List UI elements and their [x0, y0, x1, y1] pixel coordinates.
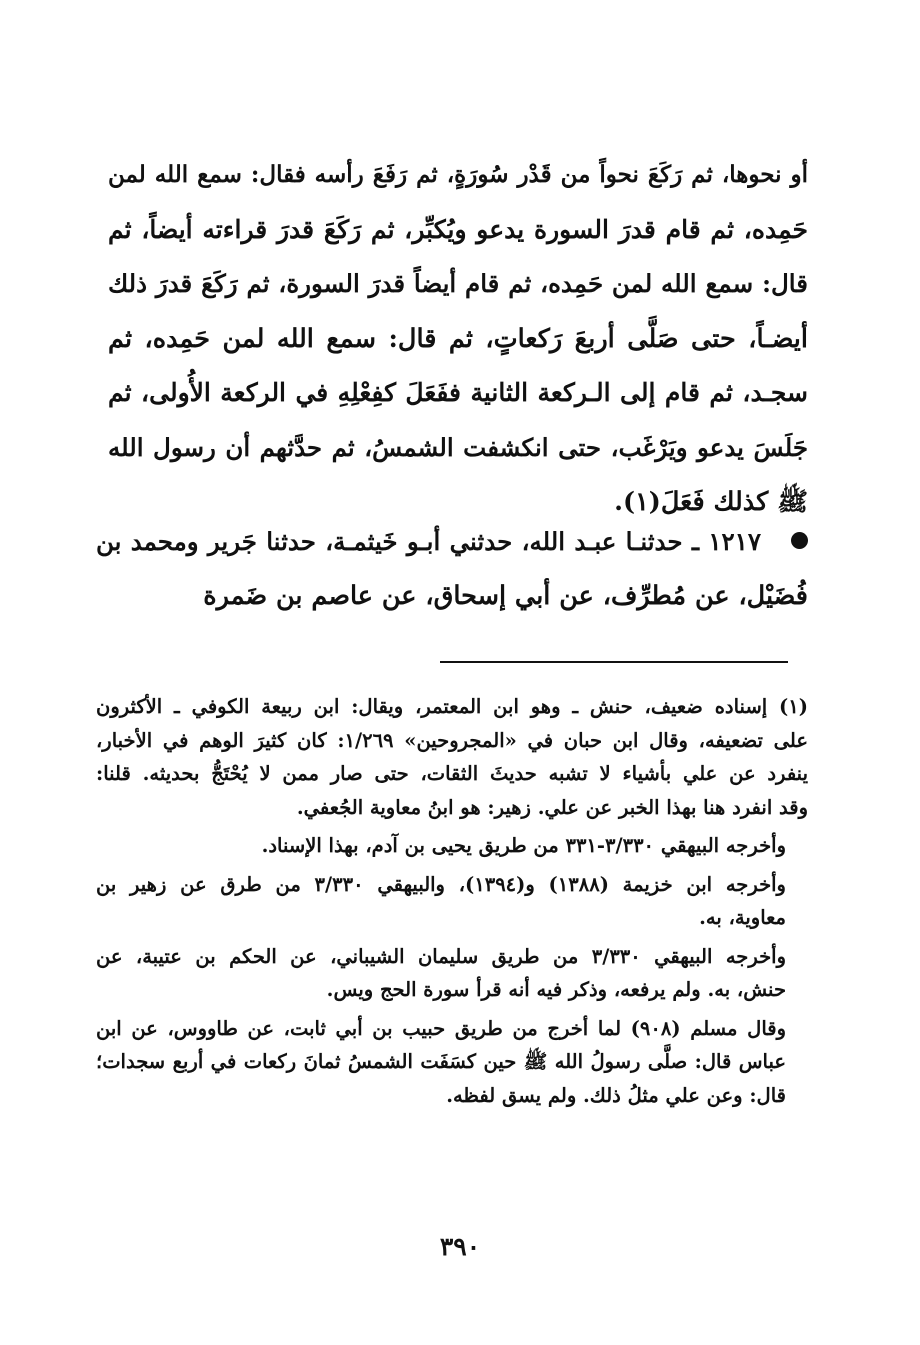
footnote-divider	[440, 661, 788, 663]
footnote-line: عباس قال: صلَّى رسولُ الله ﷺ حين كسَفَت الشمسُ ثمانَ ركعات في أربع سجدات؛	[96, 1050, 786, 1073]
footnote-paragraph	[96, 940, 808, 1007]
main-text-line: سجـد، ثم قام إلى الـركعة الثانية ففَعَلَ كفِعْلِهِ في الركعة الأُولى، ثم	[108, 378, 808, 407]
footnote-line: وقال مسلم (٩٠٨) لما أخرج من طريق حبيب بن أبي ثابت، عن طاووس، عن ابن	[96, 1016, 786, 1040]
main-text-line: أيضـاً، حتى صَلَّى أربعَ رَكعاتٍ، ثم قال: سمع الله لمن حَمِده، ثم	[108, 323, 808, 354]
hadith-line: فُضَيْل، عن مُطرِّف، عن أبي إسحاق، عن عاصم بن ضَمرة	[203, 581, 808, 611]
footnote-paragraph	[96, 829, 808, 863]
hadith-entry	[96, 515, 808, 623]
footnote-line: ينفرد عن علي بأشياء لا تشبه حديثَ الثقات، حتى صار ممن لا يُحْتَجُّ بحديثه. قلنا:	[96, 762, 808, 785]
footnote-line: وأخرجه ابن خزيمة (١٣٨٨) و(١٣٩٤)، والبيهقي ٣/٣٣٠ من طرق عن زهير بن	[96, 872, 786, 896]
hadith-line	[96, 515, 808, 569]
footnotes	[96, 690, 808, 1117]
bullet-icon	[791, 532, 808, 549]
main-text-line: جَلَسَ يدعو ويَرْغَب، حتى انكشفت الشمسُ، ثم حدَّثهم أن رسول الله	[108, 432, 808, 462]
main-text-line: حَمِده، ثم قام قدرَ السورة يدعو ويُكبِّر، ثم رَكَعَ قدرَ قراءته أيضاً، ثم	[108, 214, 808, 244]
footnote-line: معاوية، به.	[699, 906, 786, 929]
footnote-line: وأخرجه البيهقي ٣/٣٣٠-٣٣١ من طريق يحيى بن آدم، بهذا الإسناد.	[261, 834, 786, 857]
footnote-paragraph	[96, 1012, 808, 1113]
hadith-line-text: ١٢١٧ ـ حدثنـا عبـد الله، حدثني أبـو خَيثمـة، حدثنا جَرير ومحمد بن	[96, 527, 761, 556]
footnote-line: على تضعيفه، وقال ابن حبان في «المجروحين» ١/٢٦٩: كان كثيرَ الوهم في الأخبار،	[96, 728, 808, 752]
main-text-line: ﷺ كذلك فَعَلَ(١).	[614, 487, 808, 517]
main-text-line: قال: سمع الله لمن حَمِده، ثم قام أيضاً قدرَ السورة، ثم رَكَعَ قدرَ ذلك	[108, 269, 808, 298]
footnote-line: حنش، به. ولم يرفعه، وذكر فيه أنه قرأ سورة الحج ويس.	[326, 978, 786, 1001]
main-text	[108, 148, 808, 530]
footnote-line: قال: وعن علي مثلُ ذلك. ولم يسق لفظه.	[446, 1083, 786, 1107]
main-text-line: أو نحوها، ثم رَكَعَ نحواً من قَدْر سُورَةٍ، ثم رَفَعَ رأسه فقال: سمع الله لمن	[108, 161, 808, 188]
footnote-line: وقد انفرد هنا بهذا الخبر عن علي. زهير: هو ابنُ معاوية الجُعفي.	[296, 795, 808, 819]
footnote-line: وأخرجه البيهقي ٣/٣٣٠ من طريق سليمان الشيباني، عن الحكم بن عتيبة، عن	[96, 944, 786, 968]
page-number: ٣٩٠	[439, 1232, 481, 1261]
footnote-paragraph	[96, 868, 808, 935]
footnote-paragraph	[96, 690, 808, 824]
footnote-line: (١) إسناده ضعيف، حنش ـ وهو ابن المعتمر، ويقال: ابن ربيعة الكوفي ـ الأكثرون	[96, 695, 808, 718]
